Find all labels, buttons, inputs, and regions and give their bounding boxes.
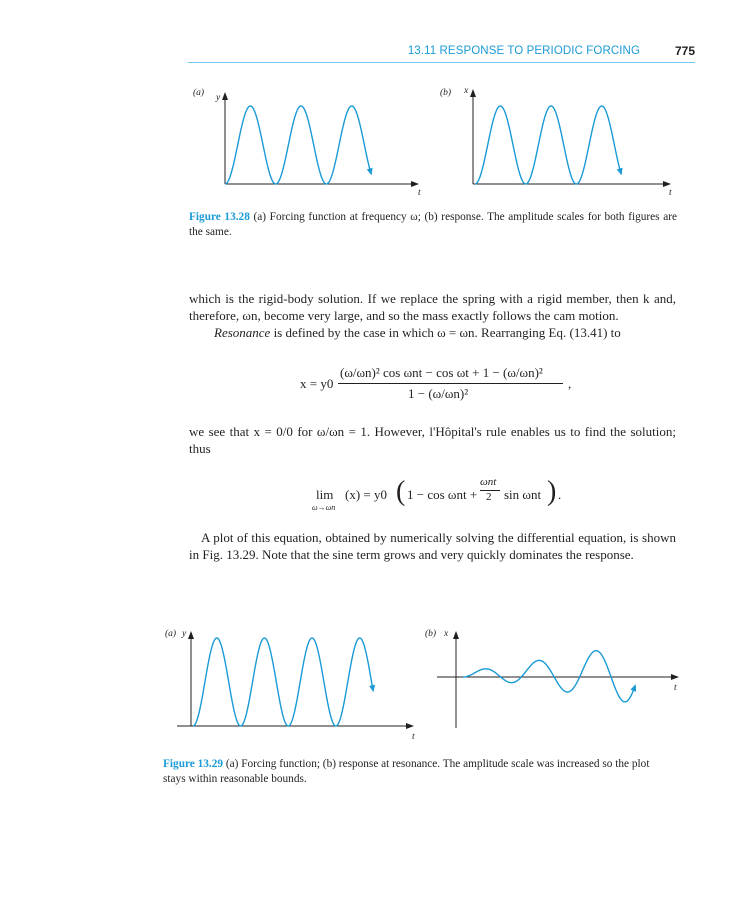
curve-arrow-head bbox=[630, 684, 636, 692]
eq2-lim: lim bbox=[316, 487, 334, 502]
forcing-curve bbox=[193, 638, 373, 726]
caption-label: Figure 13.28 bbox=[189, 211, 250, 223]
x-axis-label: t bbox=[418, 188, 421, 198]
resonance-term: Resonance bbox=[214, 325, 271, 340]
eq2-middle: (x) = y0 bbox=[345, 487, 387, 502]
resonance-response-curve bbox=[463, 651, 635, 702]
caption-label: Figure 13.29 bbox=[163, 758, 224, 770]
figure-13-29-caption bbox=[163, 757, 663, 787]
curve-arrow-head bbox=[367, 168, 373, 176]
response-curve bbox=[475, 106, 621, 184]
eq1-numerator: (ω/ωn)² cos ωnt − cos ωt + 1 − (ω/ωn)² bbox=[340, 365, 543, 380]
figure-13-29-panel-a bbox=[160, 622, 420, 742]
panel-label: (a) bbox=[193, 88, 205, 98]
figure-13-28-panel-b bbox=[435, 80, 675, 200]
y-axis-arrow bbox=[453, 631, 459, 639]
resonance-sentence: is defined by the case in which ω = ωn. Rearranging Eq. (13.41) to bbox=[270, 325, 621, 340]
eq1-tail: , bbox=[568, 376, 572, 391]
page-number: 775 bbox=[674, 44, 695, 58]
x-axis-label: t bbox=[412, 732, 415, 742]
x-axis-arrow bbox=[406, 723, 414, 729]
figure-13-28-caption bbox=[189, 210, 677, 240]
caption-text: (a) Forcing function at frequency ω; (b) response. The amplitude scales for both figures are the same. bbox=[189, 211, 678, 238]
running-header bbox=[188, 44, 695, 63]
panel-label: (a) bbox=[165, 629, 177, 639]
y-axis-label: y bbox=[182, 629, 187, 639]
y-axis-label: x bbox=[464, 86, 469, 96]
paragraph-rigid-body: which is the rigid-body solution. If we replace the spring with a rigid member, then k and, therefore, ωn, become very large, and so the mass exactly follows the cam motion. bbox=[189, 291, 676, 323]
eq2-open-paren: ( bbox=[396, 476, 406, 507]
equation-limit bbox=[312, 475, 572, 515]
paragraph-resonance bbox=[189, 325, 676, 342]
figure-13-29-panel-b bbox=[425, 622, 685, 742]
eq2-close-paren: ) bbox=[547, 476, 557, 507]
eq2-part-a: 1 − cos ωnt + bbox=[407, 487, 478, 502]
x-axis-arrow bbox=[663, 181, 671, 187]
paragraph-plot: A plot of this equation, obtained by numerically solving the differential equation, is shown in Fig. 13.29. Note that the sine term grows and very quickly dominates the response. bbox=[189, 530, 676, 562]
y-axis-label: y bbox=[216, 93, 221, 103]
panel-label: (b) bbox=[440, 88, 452, 98]
eq2-part-b: sin ωnt bbox=[504, 487, 542, 502]
equation-x bbox=[300, 365, 600, 405]
x-axis-label: t bbox=[674, 683, 677, 693]
eq1-lhs: x = y0 bbox=[300, 376, 334, 391]
y-axis-label: x bbox=[444, 629, 449, 639]
x-axis-arrow bbox=[411, 181, 419, 187]
eq2-subscript: ω→ωn bbox=[312, 503, 336, 512]
y-axis-arrow bbox=[188, 631, 194, 639]
x-axis-arrow bbox=[671, 674, 679, 680]
figure-13-28-panel-a bbox=[185, 80, 425, 200]
eq2-frac-denominator: 2 bbox=[486, 491, 492, 503]
curve-arrow-head bbox=[617, 168, 623, 176]
section-title: 13.11 RESPONSE TO PERIODIC FORCING bbox=[407, 45, 640, 57]
forcing-curve bbox=[225, 106, 371, 184]
y-axis-arrow bbox=[222, 92, 228, 100]
eq1-denominator: 1 − (ω/ωn)² bbox=[408, 386, 469, 401]
eq2-tail: . bbox=[558, 487, 562, 502]
paragraph-lhopital: we see that x = 0/0 for ω/ωn = 1. However, l'Hôpital's rule enables us to find the solution; thus bbox=[189, 424, 676, 456]
caption-text: (a) Forcing function; (b) response at resonance. The amplitude scale was increased so the plot stays within reasonable bounds. bbox=[163, 758, 650, 785]
panel-label: (b) bbox=[425, 629, 437, 639]
eq1-fraction-bar bbox=[338, 383, 563, 384]
y-axis-arrow bbox=[470, 89, 476, 97]
curve-arrow-head bbox=[369, 685, 375, 692]
x-axis-label: t bbox=[669, 188, 672, 198]
eq2-frac-numerator: ωnt bbox=[480, 476, 497, 488]
